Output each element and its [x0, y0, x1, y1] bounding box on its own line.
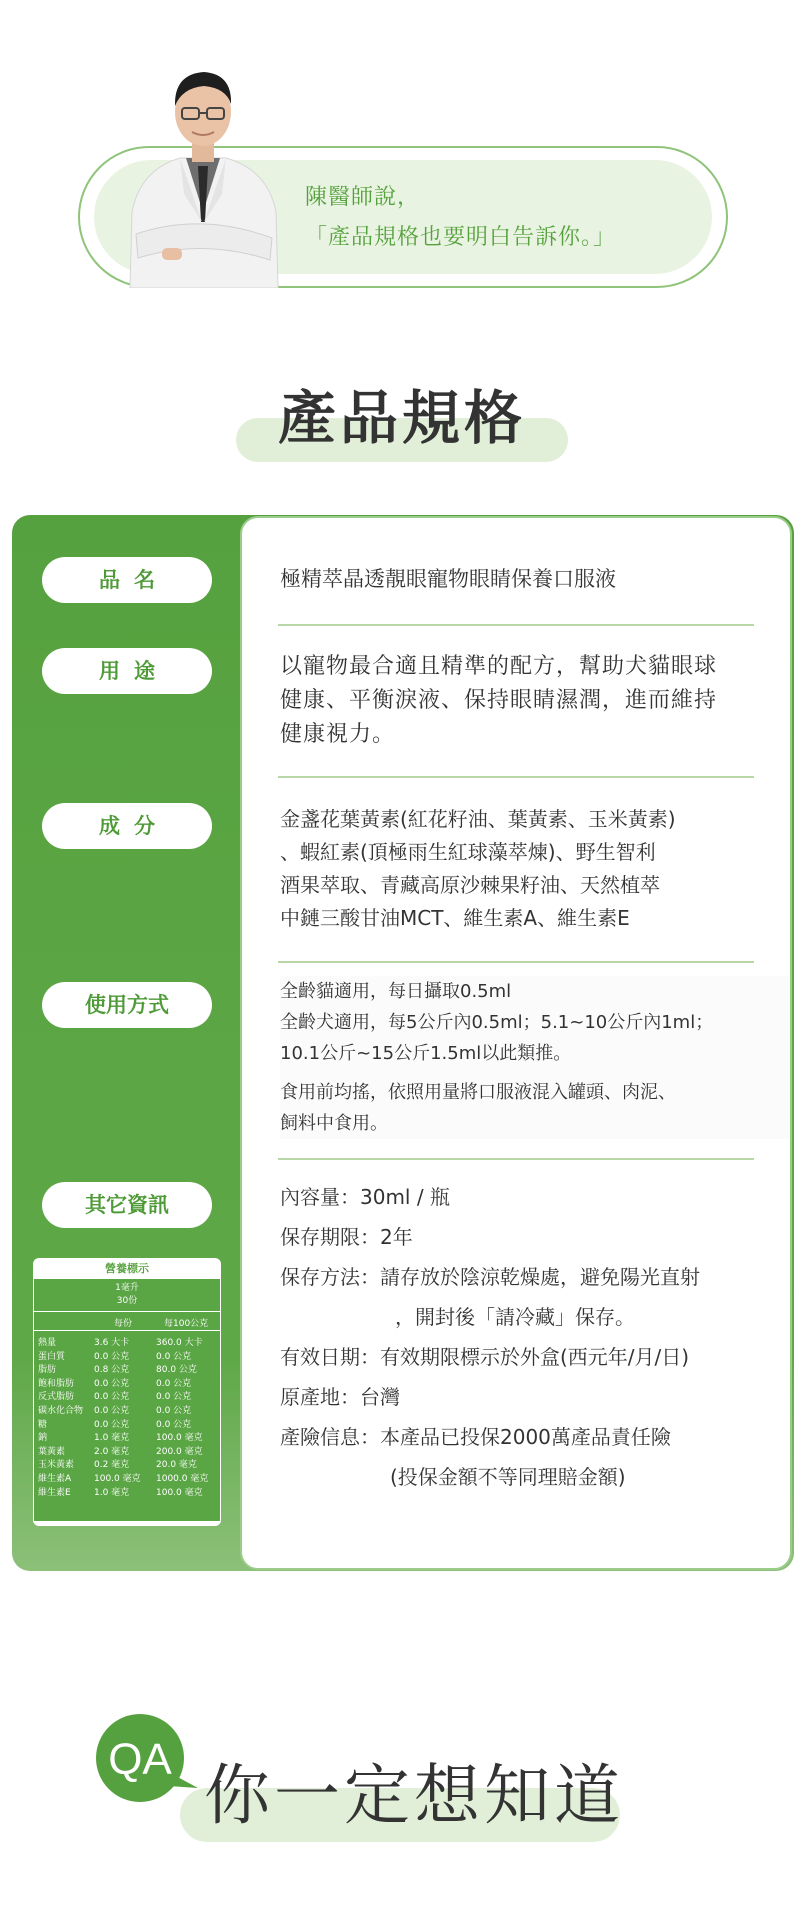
nutrition-row: 碳水化合物 0.0 公克 0.0 公克 [38, 1405, 192, 1416]
usage-line: 全齡犬適用，每5公斤內0.5ml；5.1~10公斤內1ml； [280, 1012, 714, 1033]
doctor-quote [305, 178, 616, 258]
info-insurance: 產險信息：本產品已投保2000萬產品責任險 [280, 1425, 671, 1449]
usage-line: 10.1公斤~15公斤1.5ml以此類推。 [280, 1043, 572, 1064]
info-volume: 內容量：30ml / 瓶 [280, 1185, 450, 1209]
purpose-line: 健康、平衡淚液、保持眼睛濕潤，進而維持 [280, 688, 718, 713]
nutrition-row: 糖 0.0 公克 0.0 公克 [38, 1419, 192, 1430]
nutrition-row: 葉黃素 2.0 毫克 200.0 毫克 [38, 1446, 203, 1457]
product-name: 極精萃晶透靚眼寵物眼睛保養口服液 [280, 567, 616, 591]
purpose-line: 健康視力。 [280, 722, 396, 747]
nutrition-col-per-serving: 每份 [114, 1319, 133, 1329]
doctor-quote-line1: 陳醫師說， [305, 185, 421, 210]
nutrition-column-header [34, 1311, 220, 1331]
qa-badge-text: QA [108, 1735, 172, 1784]
ingredient-line: 金盞花葉黃素(紅花籽油、葉黃素、玉米黃素) [280, 807, 676, 831]
ingredient-line: 酒果萃取、青藏高原沙棘果籽油、天然植萃 [280, 873, 660, 897]
nutrition-row: 玉米黃素 0.2 毫克 20.0 毫克 [38, 1460, 197, 1471]
nutrition-serving [34, 1279, 220, 1311]
usage-line: 全齡貓適用，每日攝取0.5ml [280, 981, 512, 1002]
nutrition-row: 蛋白質 0.0 公克 0.0 公克 [38, 1351, 192, 1362]
info-expiry: 有效日期：有效期限標示於外盒(西元年/月/日) [280, 1345, 690, 1369]
ingredient-line: 中鏈三酸甘油MCT、維生素A、維生素E [280, 906, 630, 930]
info-shelf-life: 保存期限：2年 [280, 1225, 413, 1249]
nutrition-row: 反式脂肪 0.0 公克 0.0 公克 [38, 1392, 192, 1403]
usage-line: 飼料中食用。 [280, 1113, 388, 1134]
section-title: 產品規格 [277, 384, 526, 452]
nutrition-row: 維生素A 100.0 毫克 1000.0 毫克 [38, 1473, 209, 1484]
info-origin: 原產地：台灣 [280, 1385, 400, 1409]
nutrition-serving-size: 1毫升 [115, 1283, 139, 1293]
nutrition-row: 鈉 1.0 毫克 100.0 毫克 [38, 1433, 203, 1444]
nutrition-row: 飽和脂肪 0.0 公克 0.0 公克 [38, 1378, 192, 1389]
nutrition-row: 脂肪 0.8 公克 80.0 公克 [38, 1365, 197, 1376]
product-purpose [280, 650, 760, 752]
nutrition-facts-table [33, 1258, 221, 1526]
label-purpose: 用途 [42, 648, 212, 694]
usage-line: 食用前均搖，依照用量將口服液混入罐頭、肉泥、 [280, 1082, 676, 1103]
label-usage: 使用方式 [42, 982, 212, 1028]
info-storage: 保存方法：請存放於陰涼乾燥處，避免陽光直射 [280, 1265, 700, 1289]
nutrition-row: 維生素E 1.0 毫克 100.0 毫克 [38, 1487, 203, 1498]
purpose-line: 以寵物最合適且精準的配方，幫助犬貓眼球 [280, 654, 718, 679]
nutrition-col-per-100: 每100公克 [164, 1319, 209, 1329]
info-storage-continued: ，開封後「請冷藏」保存。 [395, 1305, 635, 1329]
divider [278, 961, 754, 963]
divider [278, 1158, 754, 1160]
nutrition-rows [34, 1331, 220, 1521]
product-ingredients [280, 803, 760, 935]
qa-badge-icon [94, 1712, 198, 1804]
label-other-info: 其它資訊 [42, 1182, 212, 1228]
doctor-photo [122, 62, 284, 288]
label-ingredients: 成分 [42, 803, 212, 849]
section-title-wrap [236, 378, 568, 468]
divider [278, 776, 754, 778]
nutrition-servings: 30份 [116, 1296, 138, 1306]
product-other-info [280, 1177, 760, 1497]
doctor-quote-line2: 「產品規格也要明白告訴你。」 [305, 225, 617, 250]
product-usage [280, 976, 790, 1139]
info-insurance-note: (投保金額不等同理賠金額) [390, 1465, 626, 1489]
nutrition-title: 營養標示 [34, 1259, 220, 1279]
nutrition-row: 熱量 3.6 大卡 360.0 大卡 [38, 1338, 203, 1348]
label-name: 品名 [42, 557, 212, 603]
ingredient-line: 、蝦紅素(頂極雨生紅球藻萃煉)、野生智利 [280, 840, 656, 864]
qa-title: 你一定想知道 [204, 1757, 624, 1834]
divider [278, 624, 754, 626]
